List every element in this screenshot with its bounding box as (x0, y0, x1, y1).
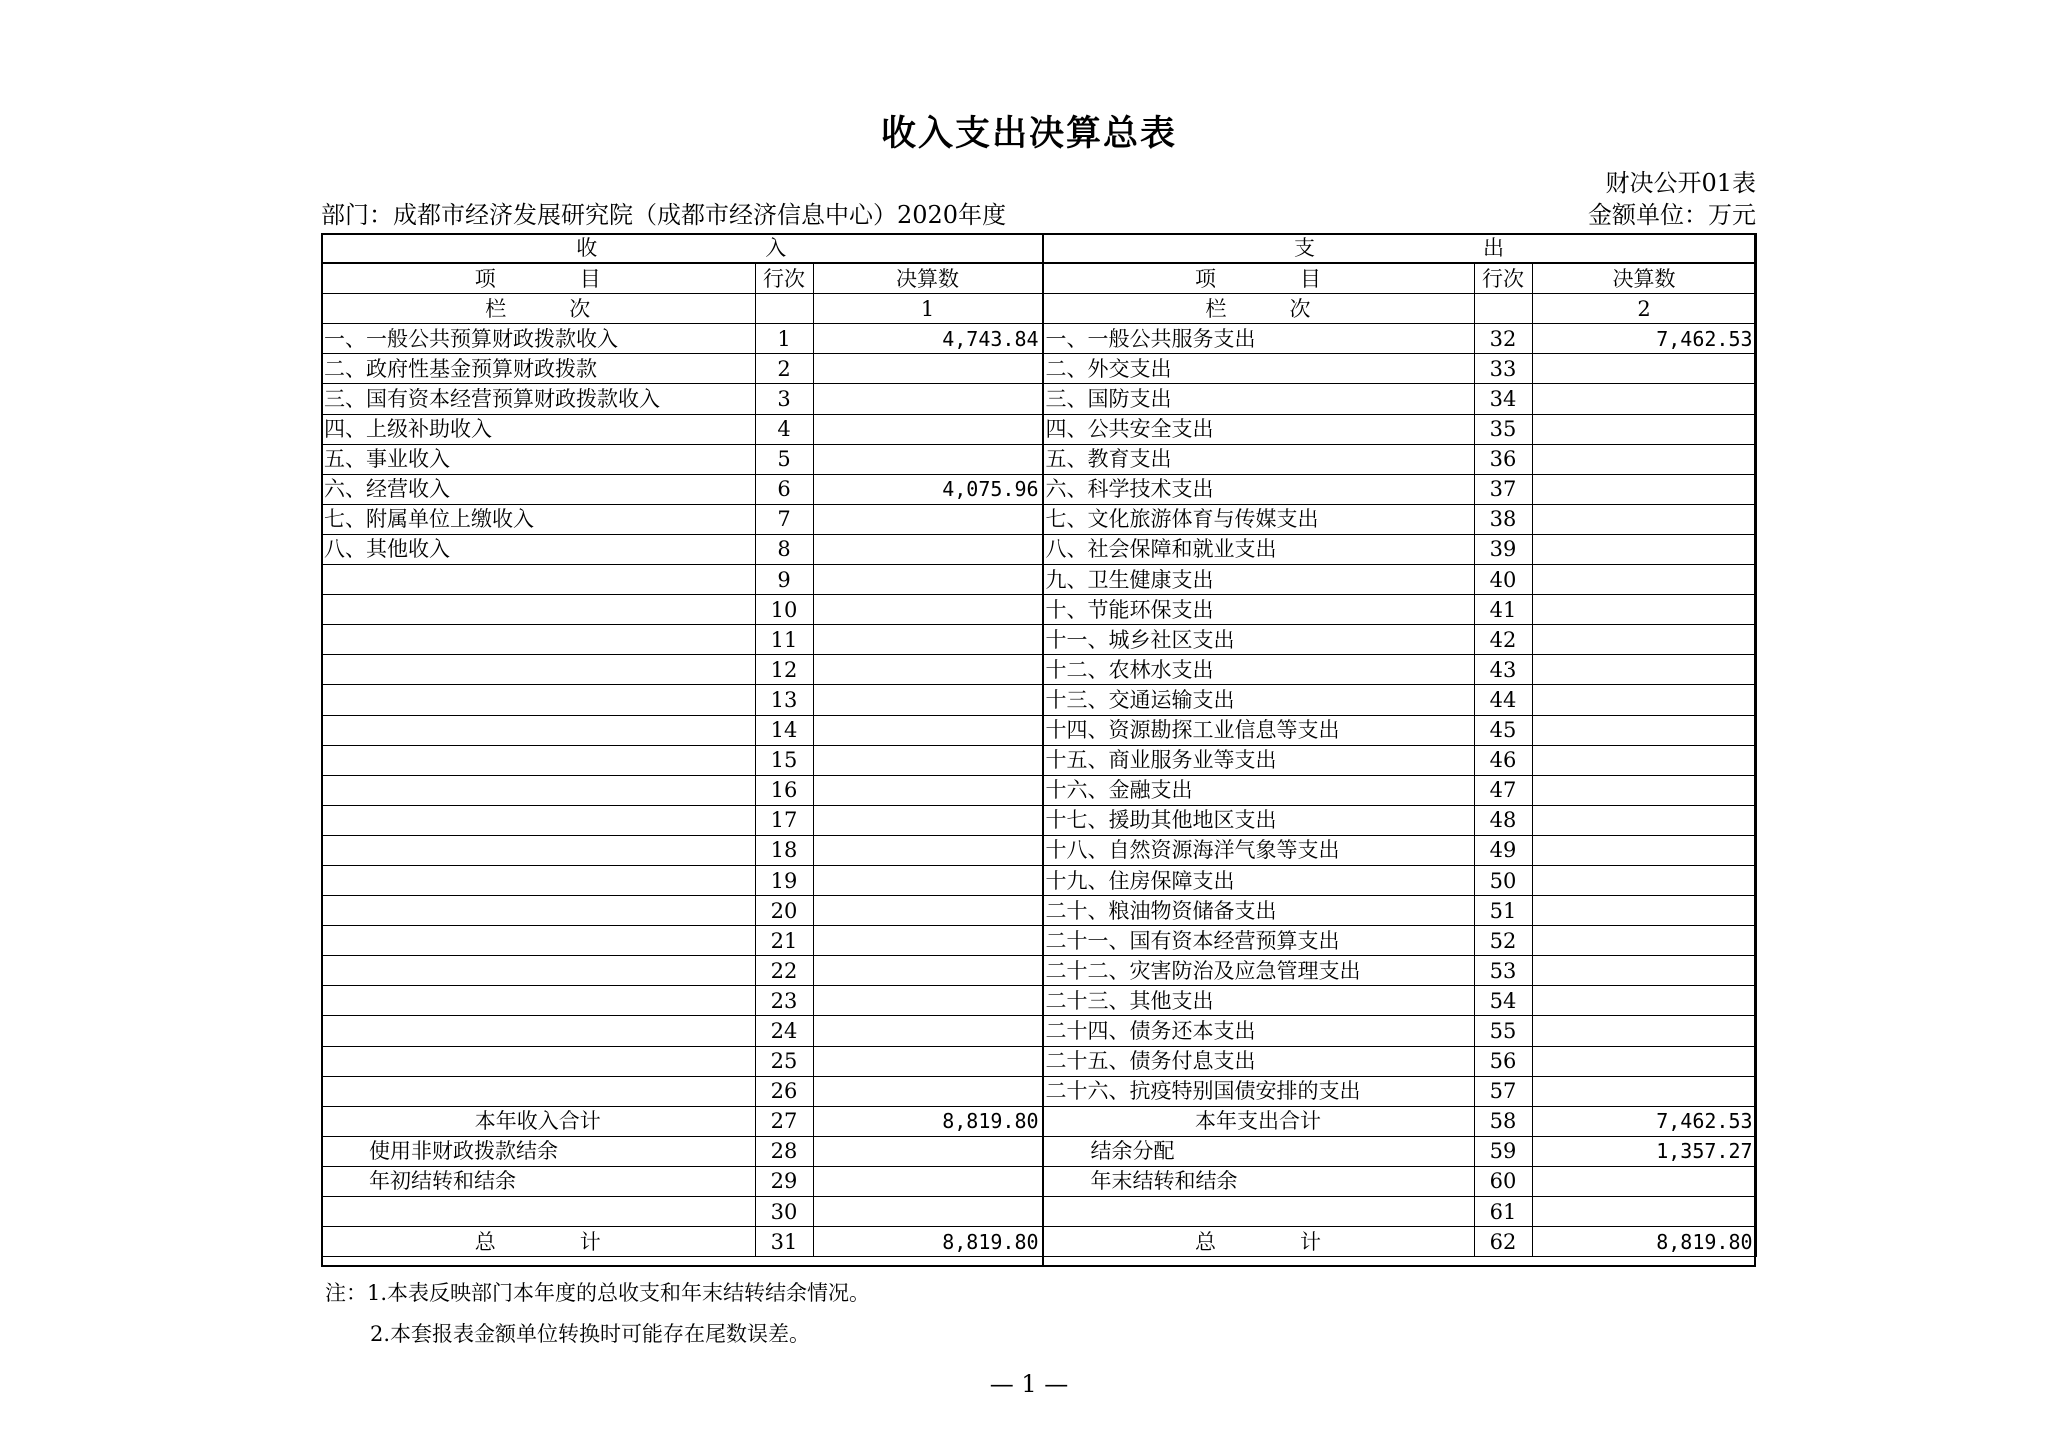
income-amount (813, 986, 1042, 1016)
expense-item: 十六、金融支出 (1042, 775, 1474, 805)
expense-line: 55 (1474, 1016, 1532, 1046)
expense-line: 54 (1474, 986, 1532, 1016)
income-item: 二、政府性基金预算财政拨款 (321, 354, 755, 384)
expense-line: 59 (1474, 1136, 1532, 1166)
expense-item: 二、外交支出 (1042, 354, 1474, 384)
expense-item: 二十五、债务付息支出 (1042, 1046, 1474, 1076)
income-column-number: 1 (813, 294, 1042, 324)
expense-line: 34 (1474, 384, 1532, 414)
income-amount (813, 715, 1042, 745)
expense-amount (1532, 595, 1756, 625)
table-row (321, 865, 1756, 895)
expense-amount (1532, 685, 1756, 715)
expense-line: 61 (1474, 1197, 1532, 1227)
expense-item: 一、一般公共服务支出 (1042, 324, 1474, 354)
expense-item: 十八、自然资源海洋气象等支出 (1042, 835, 1474, 865)
expense-amount (1532, 1016, 1756, 1046)
expense-amount (1532, 1166, 1756, 1196)
income-line: 6 (755, 474, 813, 504)
expense-line: 37 (1474, 474, 1532, 504)
expense-amount (1532, 414, 1756, 444)
income-line: 12 (755, 655, 813, 685)
income-item: 一、一般公共预算财政拨款收入 (321, 324, 755, 354)
income-amount (813, 1016, 1042, 1046)
income-line: 11 (755, 625, 813, 655)
expense-amount: 1,357.27 (1532, 1136, 1756, 1166)
expense-amount (1532, 354, 1756, 384)
income-amount (813, 805, 1042, 835)
expense-line: 36 (1474, 444, 1532, 474)
income-item: 七、附属单位上缴收入 (321, 504, 755, 534)
income-line: 17 (755, 805, 813, 835)
income-line: 7 (755, 504, 813, 534)
expense-item: 本年支出合计 (1042, 1106, 1474, 1136)
expense-item: 二十二、灾害防治及应急管理支出 (1042, 956, 1474, 986)
table-row (321, 685, 1756, 715)
expense-item: 十九、住房保障支出 (1042, 865, 1474, 895)
income-amount (813, 625, 1042, 655)
expense-line: 52 (1474, 926, 1532, 956)
income-line: 2 (755, 354, 813, 384)
income-item: 八、其他收入 (321, 534, 755, 564)
income-amount (813, 896, 1042, 926)
expense-item: 二十六、抗疫特别国债安排的支出 (1042, 1076, 1474, 1106)
income-item (321, 805, 755, 835)
table-row (321, 1166, 1756, 1196)
income-amount (813, 354, 1042, 384)
income-amount (813, 685, 1042, 715)
expense-column-number: 2 (1532, 294, 1756, 324)
table-row (321, 595, 1756, 625)
income-amount (813, 775, 1042, 805)
income-line: 19 (755, 865, 813, 895)
expense-item: 十七、援助其他地区支出 (1042, 805, 1474, 835)
income-item (321, 715, 755, 745)
income-item: 本年收入合计 (321, 1106, 755, 1136)
expense-item: 八、社会保障和就业支出 (1042, 534, 1474, 564)
expense-amount: 8,819.80 (1532, 1227, 1756, 1257)
income-line: 22 (755, 956, 813, 986)
expense-item: 结余分配 (1042, 1136, 1474, 1166)
table-row (321, 414, 1756, 444)
income-amount (813, 865, 1042, 895)
expense-amount (1532, 715, 1756, 745)
expense-amount (1532, 565, 1756, 595)
table-row (321, 745, 1756, 775)
income-line: 8 (755, 534, 813, 564)
table-row (321, 1076, 1756, 1106)
expense-line: 33 (1474, 354, 1532, 384)
income-line: 24 (755, 1016, 813, 1046)
income-item (321, 896, 755, 926)
expense-item: 十五、商业服务业等支出 (1042, 745, 1474, 775)
form-number: 财决公开01表 (1605, 169, 1756, 197)
table-row (321, 655, 1756, 685)
table-row (321, 1046, 1756, 1076)
income-column-label: 栏 次 (321, 294, 755, 324)
expense-amount (1532, 534, 1756, 564)
income-line: 30 (755, 1197, 813, 1227)
income-item (321, 1197, 755, 1227)
expense-amount (1532, 444, 1756, 474)
income-amount (813, 384, 1042, 414)
income-amount (813, 565, 1042, 595)
department-line (321, 195, 1006, 230)
expense-item: 五、教育支出 (1042, 444, 1474, 474)
expense-line: 58 (1474, 1106, 1532, 1136)
income-item (321, 745, 755, 775)
table-row (321, 504, 1756, 534)
table-row (321, 474, 1756, 504)
expense-amount (1532, 1076, 1756, 1106)
income-item (321, 625, 755, 655)
income-item (321, 1046, 755, 1076)
income-item-header: 项 目 (321, 263, 755, 294)
income-line-header: 行次 (755, 263, 813, 294)
table-row (321, 565, 1756, 595)
expense-amount (1532, 775, 1756, 805)
budget-table (321, 233, 1757, 1257)
fiscal-year: 2020年度 (897, 201, 1007, 229)
income-line: 31 (755, 1227, 813, 1257)
expense-column-label: 栏 次 (1042, 294, 1474, 324)
income-amount (813, 926, 1042, 956)
expense-header: 支 出 (1042, 233, 1756, 263)
income-amount (813, 1046, 1042, 1076)
income-line: 21 (755, 926, 813, 956)
table-divider (1042, 233, 1044, 1267)
income-item (321, 655, 755, 685)
expense-amount (1532, 625, 1756, 655)
page-title: 收入支出决算总表 (880, 114, 1177, 154)
expense-item: 十、节能环保支出 (1042, 595, 1474, 625)
income-amount: 4,075.96 (813, 474, 1042, 504)
table-row (321, 384, 1756, 414)
income-item (321, 926, 755, 956)
expense-line: 45 (1474, 715, 1532, 745)
income-amount (813, 956, 1042, 986)
expense-line: 42 (1474, 625, 1532, 655)
income-line: 28 (755, 1136, 813, 1166)
expense-item: 九、卫生健康支出 (1042, 565, 1474, 595)
expense-item: 十四、资源勘探工业信息等支出 (1042, 715, 1474, 745)
income-amount: 8,819.80 (813, 1227, 1042, 1257)
expense-item: 六、科学技术支出 (1042, 474, 1474, 504)
income-amount: 4,743.84 (813, 324, 1042, 354)
income-amount (813, 595, 1042, 625)
expense-line: 43 (1474, 655, 1532, 685)
expense-amount (1532, 986, 1756, 1016)
income-item (321, 956, 755, 986)
income-line: 15 (755, 745, 813, 775)
income-item (321, 835, 755, 865)
expense-line: 39 (1474, 534, 1532, 564)
income-amount (813, 414, 1042, 444)
expense-item: 十一、城乡社区支出 (1042, 625, 1474, 655)
expense-line: 50 (1474, 865, 1532, 895)
income-amount (813, 745, 1042, 775)
income-line: 18 (755, 835, 813, 865)
expense-line: 53 (1474, 956, 1532, 986)
expense-item: 二十、粮油物资储备支出 (1042, 896, 1474, 926)
income-header: 收 入 (321, 233, 1042, 263)
expense-line: 48 (1474, 805, 1532, 835)
income-item (321, 1076, 755, 1106)
expense-line: 49 (1474, 835, 1532, 865)
table-row (321, 1227, 1756, 1257)
table-row (321, 444, 1756, 474)
table-row (321, 805, 1756, 835)
amount-unit: 金额单位：万元 (1588, 201, 1756, 229)
table-row (321, 775, 1756, 805)
expense-item (1042, 1197, 1474, 1227)
page-number: — 1 — (989, 1370, 1069, 1398)
income-line: 25 (755, 1046, 813, 1076)
expense-item: 十三、交通运输支出 (1042, 685, 1474, 715)
income-item: 年初结转和结余 (321, 1166, 755, 1196)
income-item: 三、国有资本经营预算财政拨款收入 (321, 384, 755, 414)
expense-item: 二十四、债务还本支出 (1042, 1016, 1474, 1046)
table-row (321, 1106, 1756, 1136)
expense-line: 32 (1474, 324, 1532, 354)
expense-amount: 7,462.53 (1532, 1106, 1756, 1136)
income-line: 23 (755, 986, 813, 1016)
expense-line: 60 (1474, 1166, 1532, 1196)
table-row (321, 1197, 1756, 1227)
expense-amount (1532, 504, 1756, 534)
expense-amount (1532, 865, 1756, 895)
income-amount (813, 655, 1042, 685)
note-2: 2.本套报表金额单位转换时可能存在尾数误差。 (370, 1322, 811, 1346)
income-line: 26 (755, 1076, 813, 1106)
income-amount: 8,819.80 (813, 1106, 1042, 1136)
expense-item: 二十一、国有资本经营预算支出 (1042, 926, 1474, 956)
expense-line: 40 (1474, 565, 1532, 595)
income-item: 使用非财政拨款结余 (321, 1136, 755, 1166)
income-line: 9 (755, 565, 813, 595)
income-item (321, 595, 755, 625)
income-line: 4 (755, 414, 813, 444)
income-item (321, 1016, 755, 1046)
expense-line: 46 (1474, 745, 1532, 775)
expense-line: 57 (1474, 1076, 1532, 1106)
expense-amount: 7,462.53 (1532, 324, 1756, 354)
expense-amount (1532, 745, 1756, 775)
income-amount (813, 1136, 1042, 1166)
expense-item: 三、国防支出 (1042, 384, 1474, 414)
expense-item: 十二、农林水支出 (1042, 655, 1474, 685)
income-line: 10 (755, 595, 813, 625)
income-amount (813, 835, 1042, 865)
expense-line-header: 行次 (1474, 263, 1532, 294)
expense-amount (1532, 956, 1756, 986)
income-line: 29 (755, 1166, 813, 1196)
income-amount (813, 1076, 1042, 1106)
expense-amount (1532, 1197, 1756, 1227)
table-row (321, 896, 1756, 926)
expense-item: 二十三、其他支出 (1042, 986, 1474, 1016)
income-item (321, 865, 755, 895)
note-1: 注：1.本表反映部门本年度的总收支和年末结转结余情况。 (325, 1281, 871, 1305)
expense-amount (1532, 1046, 1756, 1076)
income-amount-header: 决算数 (813, 263, 1042, 294)
income-item (321, 565, 755, 595)
income-amount (813, 1166, 1042, 1196)
income-amount (813, 534, 1042, 564)
expense-item: 总 计 (1042, 1227, 1474, 1257)
expense-line: 41 (1474, 595, 1532, 625)
income-item (321, 775, 755, 805)
income-line: 27 (755, 1106, 813, 1136)
income-amount (813, 444, 1042, 474)
expense-line: 38 (1474, 504, 1532, 534)
income-item: 总 计 (321, 1227, 755, 1257)
table-row (321, 835, 1756, 865)
income-amount (813, 1197, 1042, 1227)
income-item: 四、上级补助收入 (321, 414, 755, 444)
table-row (321, 354, 1756, 384)
income-line: 16 (755, 775, 813, 805)
income-line: 14 (755, 715, 813, 745)
expense-amount (1532, 926, 1756, 956)
income-amount (813, 504, 1042, 534)
table-row (321, 534, 1756, 564)
expense-item: 四、公共安全支出 (1042, 414, 1474, 444)
income-line: 1 (755, 324, 813, 354)
expense-line: 44 (1474, 685, 1532, 715)
expense-amount-header: 决算数 (1532, 263, 1756, 294)
table-row (321, 986, 1756, 1016)
income-line: 13 (755, 685, 813, 715)
expense-line: 35 (1474, 414, 1532, 444)
expense-line: 56 (1474, 1046, 1532, 1076)
expense-line: 51 (1474, 896, 1532, 926)
expense-item-header: 项 目 (1042, 263, 1474, 294)
income-line: 20 (755, 896, 813, 926)
income-item: 六、经营收入 (321, 474, 755, 504)
income-column-line (755, 294, 813, 324)
expense-line: 62 (1474, 1227, 1532, 1257)
expense-amount (1532, 835, 1756, 865)
expense-item: 年末结转和结余 (1042, 1166, 1474, 1196)
table-row (321, 625, 1756, 655)
income-line: 5 (755, 444, 813, 474)
income-line: 3 (755, 384, 813, 414)
expense-amount (1532, 384, 1756, 414)
expense-item: 七、文化旅游体育与传媒支出 (1042, 504, 1474, 534)
income-item (321, 685, 755, 715)
income-item (321, 986, 755, 1016)
expense-amount (1532, 655, 1756, 685)
expense-amount (1532, 896, 1756, 926)
department: 部门：成都市经济发展研究院（成都市经济信息中心） (321, 201, 897, 229)
table-row (321, 1016, 1756, 1046)
expense-line: 47 (1474, 775, 1532, 805)
table-row (321, 715, 1756, 745)
income-item: 五、事业收入 (321, 444, 755, 474)
expense-column-line (1474, 294, 1532, 324)
table-row (321, 956, 1756, 986)
table-row (321, 324, 1756, 354)
expense-amount (1532, 805, 1756, 835)
table-row (321, 1136, 1756, 1166)
expense-amount (1532, 474, 1756, 504)
table-row (321, 926, 1756, 956)
